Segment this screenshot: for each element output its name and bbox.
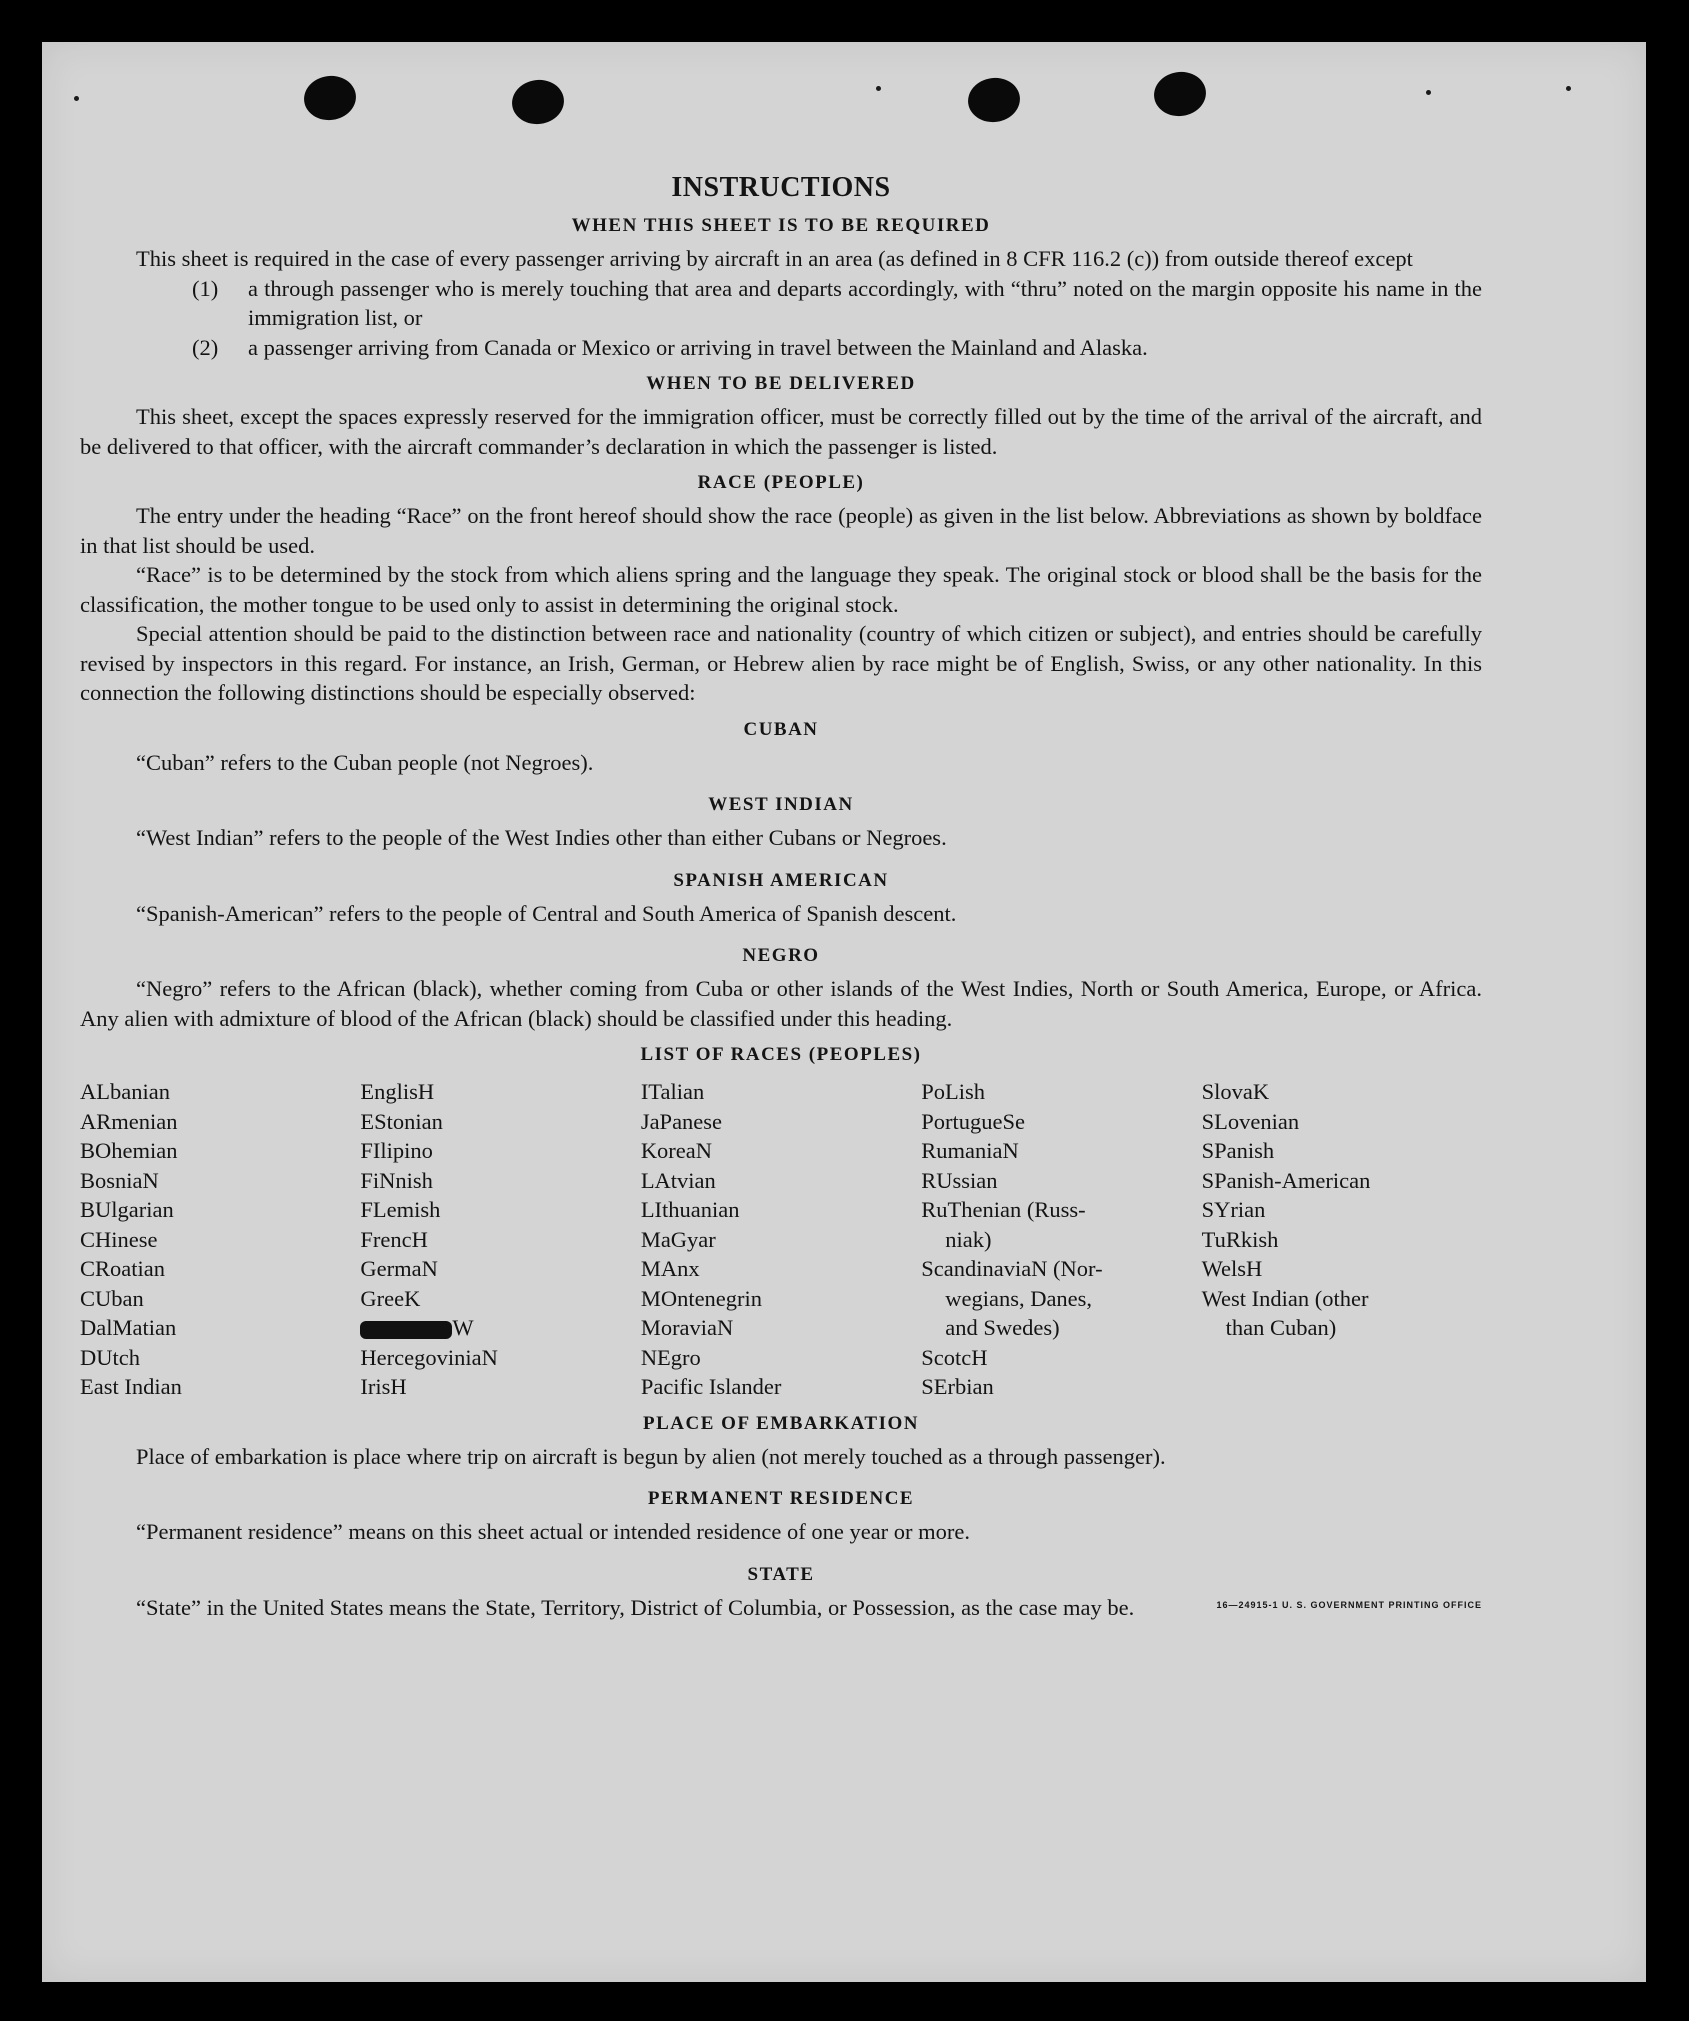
- redacted-entry-suffix: W: [452, 1315, 474, 1340]
- race-entry: BUlgarian: [80, 1197, 174, 1222]
- race-entry: MaGyar: [640, 1226, 716, 1252]
- race-entry: ARmenian: [80, 1108, 178, 1134]
- race-entry: IrisH: [360, 1374, 407, 1399]
- punch-hole: [965, 75, 1023, 126]
- race-entry: WelsH: [1201, 1256, 1263, 1281]
- race-column-3: [641, 1077, 921, 1402]
- race-entry: KoreaN: [640, 1138, 713, 1163]
- race-entry: CUban: [80, 1285, 144, 1311]
- exception-number: (1): [192, 275, 219, 301]
- race-entry: ScotcH: [921, 1344, 988, 1370]
- punch-hole: [1151, 69, 1209, 120]
- race-entry: SErbian: [921, 1374, 994, 1399]
- punch-hole: [509, 77, 567, 128]
- race-entry: FrencH: [360, 1226, 428, 1252]
- race-entry-continued: wegians, Danes,: [945, 1285, 1093, 1311]
- spanish-american-text: “Spanish-American” refers to the people of Central and South America of Spanish descent.: [136, 900, 957, 926]
- speck: [74, 96, 79, 101]
- speck: [1426, 90, 1431, 95]
- race-entry: LIthuanian: [640, 1197, 740, 1222]
- heading-state: STATE: [747, 1563, 815, 1585]
- race-entry: RuThenian (Russ-: [921, 1197, 1086, 1222]
- race-list: [80, 1077, 1482, 1402]
- heading-list-of-races: LIST OF RACES (PEOPLES): [640, 1044, 922, 1065]
- race-entry-redacted: [360, 1313, 640, 1343]
- race-entry: FiNnish: [360, 1167, 433, 1193]
- state-section: [80, 1593, 1482, 1623]
- heading-west-indian: WEST INDIAN: [708, 794, 854, 815]
- race-entry: SlovaK: [1201, 1079, 1270, 1104]
- page-title: INSTRUCTIONS: [671, 172, 891, 203]
- race-entry: BOhemian: [80, 1138, 178, 1163]
- race-entry: CHinese: [80, 1226, 158, 1252]
- race-column-1: [80, 1077, 360, 1402]
- race-entry: TuRkish: [1201, 1226, 1279, 1252]
- race-entry: MoraviaN: [640, 1315, 734, 1340]
- exception-text: a passenger arriving from Canada or Mexico or arriving in travel between the Mainland and Alaska.: [248, 334, 1148, 360]
- cuban-text: “Cuban” refers to the Cuban people (not Negroes).: [136, 749, 594, 775]
- race-entry: SYrian: [1201, 1197, 1266, 1222]
- race-entry: MOntenegrin: [640, 1285, 763, 1311]
- race-entry: FLemish: [360, 1197, 441, 1222]
- race-entry: CRoatian: [80, 1256, 165, 1281]
- race-entry: ALbanian: [80, 1079, 170, 1104]
- race-entry: GreeK: [360, 1285, 421, 1311]
- race-paragraph-1: The entry under the heading “Race” on the front hereof should show the race (people) as given in the list below. Abbreviations as shown by boldface in that list should be used.: [80, 503, 1482, 558]
- speck: [1566, 86, 1571, 91]
- race-entry: FIlipino: [360, 1138, 433, 1163]
- heading-when-delivered: WHEN TO BE DELIVERED: [646, 373, 916, 394]
- race-entry: PoLish: [921, 1079, 985, 1104]
- heading-cuban: CUBAN: [743, 718, 819, 740]
- race-entry: West Indian (other: [1201, 1285, 1369, 1311]
- instructions-body: [80, 172, 1482, 1622]
- residence-text: “Permanent residence” means on this sheet actual or intended residence of one year or more.: [136, 1519, 971, 1544]
- heading-race: RACE (PEOPLE): [697, 472, 865, 493]
- race-entry-continued: than Cuban): [1225, 1315, 1337, 1340]
- race-entry: ITalian: [640, 1079, 705, 1104]
- race-entry: HercegoviniaN: [360, 1344, 498, 1370]
- race-entry: BosniaN: [80, 1167, 159, 1193]
- exception-item: [80, 333, 1482, 363]
- race-column-5: [1202, 1077, 1482, 1402]
- redaction-mark: [360, 1321, 452, 1339]
- race-entry: ScandinaviaN (Nor-: [921, 1256, 1103, 1281]
- race-entry-continued: and Swedes): [945, 1315, 1060, 1340]
- race-entry: SPanish: [1201, 1138, 1275, 1163]
- race-paragraph-3: Special attention should be paid to the distinction between race and nationality (country of which citizen or subject), and entries should be carefully revised by inspectors in this regard. For instance, an Irish, German, or Hebrew alien by race might be of English, Swiss, or any other nationality. In this connection the following distinctions should be especially observed:: [80, 621, 1482, 705]
- state-text: “State” in the United States means the State, Territory, District of Columbia, or Possession, as the case may be.: [136, 1594, 1135, 1620]
- race-entry: MAnx: [640, 1256, 700, 1281]
- exception-item: [80, 274, 1482, 333]
- race-entry: DalMatian: [80, 1315, 177, 1340]
- race-entry: DUtch: [80, 1344, 140, 1370]
- race-entry: RumaniaN: [921, 1138, 1019, 1163]
- race-entry: East Indian: [80, 1374, 182, 1399]
- race-entry: SPanish-American: [1201, 1167, 1371, 1193]
- race-entry-continued: niak): [945, 1226, 992, 1252]
- race-entry: LAtvian: [640, 1167, 716, 1193]
- race-entry: Pacific Islander: [640, 1374, 782, 1399]
- race-entry: EnglisH: [360, 1079, 435, 1104]
- race-entry: EStonian: [360, 1108, 443, 1134]
- exception-text: a through passenger who is merely touching that area and departs accordingly, with “thru” noted on the margin opposite his name in the immigration list, or: [248, 275, 1482, 330]
- heading-permanent-residence: PERMANENT RESIDENCE: [647, 1488, 915, 1509]
- race-entry: SLovenian: [1201, 1108, 1300, 1134]
- printer-imprint: 16—24915-1 U. S. GOVERNMENT PRINTING OFFICE: [1216, 1599, 1482, 1610]
- heading-negro: NEGRO: [742, 945, 820, 966]
- embarkation-text: Place of embarkation is place where trip on aircraft is begun by alien (not merely touched as a through passenger).: [136, 1443, 1166, 1469]
- negro-text: “Negro” refers to the African (black), whether coming from Cuba or other islands of the West Indies, North or South America, Europe, or Africa. Any alien with admixture of blood of the African (black) should be classified under this heading.: [80, 976, 1482, 1031]
- race-entry: PortugueSe: [921, 1108, 1025, 1134]
- speck: [876, 86, 881, 91]
- punch-hole: [301, 73, 359, 124]
- race-column-4: [921, 1077, 1201, 1402]
- race-paragraph-2: “Race” is to be determined by the stock from which aliens spring and the language they speak. The original stock or blood shall be the basis for the classification, the mother tongue to be used only to assist in determining the original stock.: [80, 562, 1482, 617]
- when-required-intro: This sheet is required in the case of every passenger arriving by aircraft in an area (as defined in 8 CFR 116.2 (c)) from outside thereof except: [136, 246, 1413, 271]
- when-delivered-text: This sheet, except the spaces expressly reserved for the immigration officer, must be correctly filled out by the time of the arrival of the aircraft, and be delivered to that officer, with the aircraft commander’s declaration in which the passenger is listed.: [80, 404, 1482, 459]
- race-entry: JaPanese: [640, 1108, 723, 1134]
- document-page: [42, 42, 1646, 1982]
- west-indian-text: “West Indian” refers to the people of the West Indies other than either Cubans or Negroes.: [136, 825, 947, 850]
- race-entry: RUssian: [921, 1167, 998, 1193]
- race-entry: GermaN: [360, 1256, 438, 1281]
- race-entry: NEgro: [640, 1344, 701, 1370]
- heading-when-required: WHEN THIS SHEET IS TO BE REQUIRED: [571, 215, 991, 236]
- exception-number: (2): [192, 334, 219, 360]
- heading-embarkation: PLACE OF EMBARKATION: [643, 1412, 919, 1434]
- race-column-2: [360, 1077, 640, 1402]
- heading-spanish-american: SPANISH AMERICAN: [673, 869, 889, 891]
